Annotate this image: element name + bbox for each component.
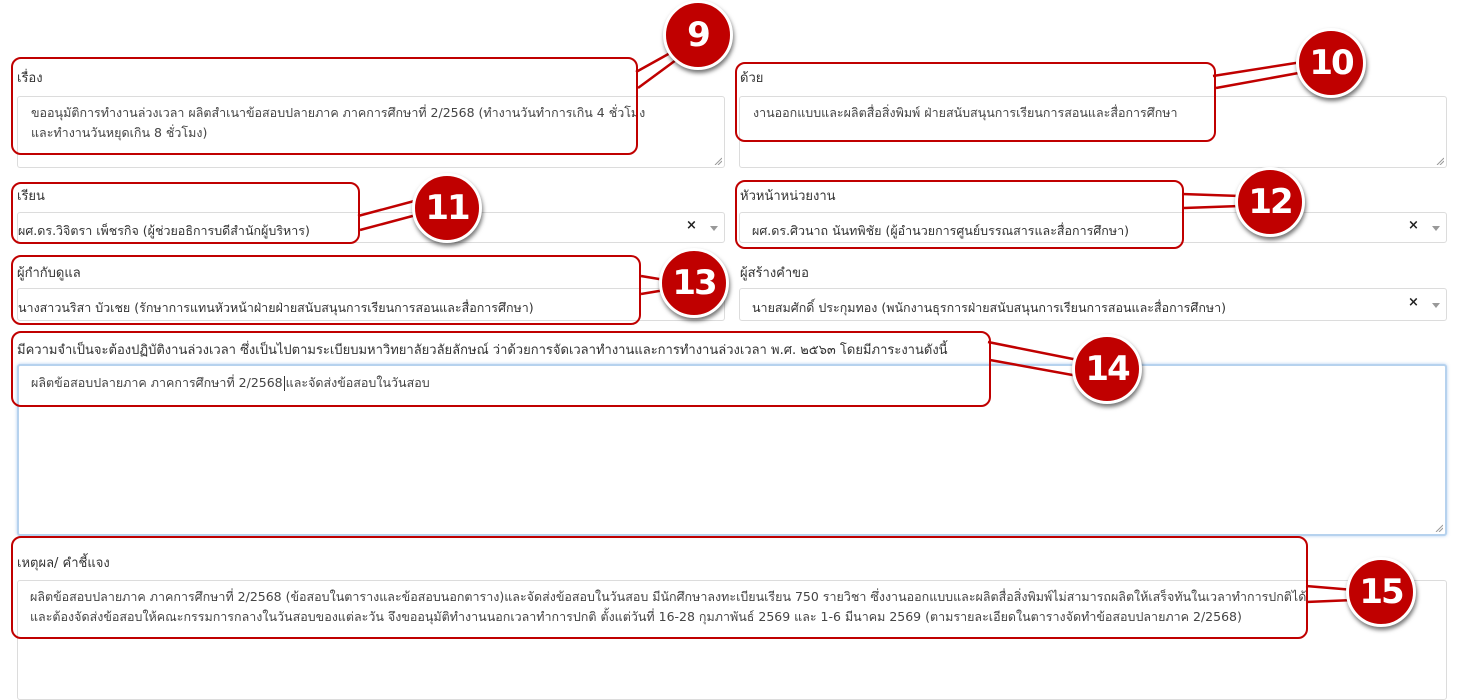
to-dropdown-arrow-icon[interactable] [710,226,718,231]
requester-dropdown-arrow-icon[interactable] [1432,303,1440,308]
annotation-badge-11: 11 [412,173,482,243]
resize-grip-icon[interactable] [714,157,722,165]
text-cursor [284,376,285,391]
to-select[interactable] [17,212,725,243]
reason-label: เหตุผล/ คำชี้แจง [17,556,110,571]
subject-textarea[interactable] [17,96,725,168]
annotation-badge-10: 10 [1296,28,1366,98]
to-clear-icon[interactable]: × [686,218,697,233]
necessity-text-before-cursor: ผลิตข้อสอบปลายภาค ภาคการศึกษาที่ 2/2568 [31,375,283,390]
annotation-badge-15: 15 [1346,557,1416,627]
supervisor-label: ผู้กำกับดูแล [17,266,81,281]
requester-selected-value: นายสมศักดิ์ ประกุมทอง (พนักงานธุรการฝ่ายสนับสนุนการเรียนการสอนและสื่อการศึกษา) [752,300,1227,315]
supervisor-value: นางสาวนริสา บัวเชย (รักษาการแทนหัวหน้าฝ่ายฝ่ายสนับสนุนการเรียนการสอนและสื่อการศึกษา) [18,300,534,315]
necessity-text-after-cursor: และจัดส่งข้อสอบในวันสอบ [285,375,430,390]
subject-label: เรื่อง [17,71,43,86]
head-select[interactable] [739,212,1447,243]
requester-label: ผู้สร้างคำขอ [740,266,809,281]
by-value: งานออกแบบและผลิตสื่อสิ่งพิมพ์ ฝ่ายสนับสนุนการเรียนการสอนและสื่อการศึกษา [753,105,1178,120]
necessity-label: มีความจำเป็นจะต้องปฏิบัติงานล่วงเวลา ซึ่งเป็นไปตามระเบียบมหาวิทยาลัยวลัยลักษณ์ ว่าด้วยการจัดเวลาทำงานและการทำงานล่วงเวลา พ.ศ. ๒๕๖๓ โดยมีภาระงานดังนี้ [17,343,948,358]
requester-clear-icon[interactable]: × [1408,295,1419,310]
annotation-badge-14: 14 [1072,334,1142,404]
head-clear-icon[interactable]: × [1408,218,1419,233]
necessity-value [31,373,1431,393]
annotation-badge-9: 9 [663,0,733,70]
by-textarea[interactable] [739,96,1447,168]
subject-value: ขออนุมัติการทำงานล่วงเวลา ผลิตสำเนาข้อสอบปลายภาค ภาคการศึกษาที่ 2/2568 (ทำงานวันทำการเกิน 4 ชั่วโมง และทำงานวันหยุดเกิน 8 ชั่วโมง) [31,105,646,140]
supervisor-input[interactable] [17,288,725,321]
to-selected-value: ผศ.ดร.วิจิตรา เพ็ชรกิจ (ผู้ช่วยอธิการบดีสำนักผู้บริหาร) [18,223,310,238]
annotation-badge-13: 13 [659,248,729,318]
head-selected-value: ผศ.ดร.ศิวนาถ นันทพิชัย (ผู้อำนวยการศูนย์บรรณสารและสื่อการศึกษา) [752,223,1129,238]
reason-textarea[interactable] [17,580,1447,700]
head-label: หัวหน้าหน่วยงาน [740,189,836,204]
resize-grip-icon[interactable] [1435,524,1443,532]
reason-value: ผลิตข้อสอบปลายภาค ภาคการศึกษาที่ 2/2568 (ข้อสอบในตารางและข้อสอบนอกตาราง)และจัดส่งข้อสอบในวันสอบ มีนักศึกษาลงทะเบียนเรียน 750 รายวิชา ซึ่งงานออกแบบและผลิตสื่อสิ่งพิมพ์ไม่สามารถผลิตให้เสร็จทันในเวลาทำการปกติได้ และต้องจัดส่งข้อสอบให้คณะกรรมการกลางในวันสอบของแต่ละวัน จึงขออนุมัติทำงานนอกเวลาทำการปกติ ตั้งแต่วันที่ 16-28 กุมภาพันธ์ 2569 และ 1-6 มีนาคม 2569 (ตามรายละเอียดในตารางจัดทำข้อสอบปลายภาค 2/2568) [30,589,1307,624]
annotation-badge-12: 12 [1235,167,1305,237]
necessity-textarea[interactable] [17,364,1447,536]
head-dropdown-arrow-icon[interactable] [1432,226,1440,231]
resize-grip-icon[interactable] [1436,157,1444,165]
to-label: เรียน [17,189,45,204]
requester-select[interactable] [739,288,1447,321]
by-label: ด้วย [740,71,764,86]
